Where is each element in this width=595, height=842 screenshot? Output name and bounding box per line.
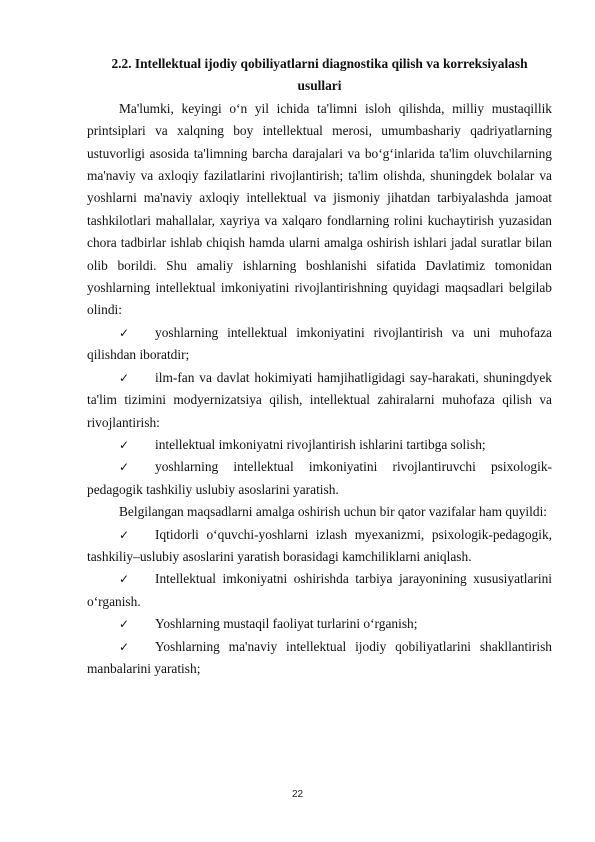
check-mark-icon: ✓ <box>119 370 130 385</box>
check-mark-icon: ✓ <box>119 572 130 587</box>
check-mark-icon: ✓ <box>119 617 130 632</box>
section-heading-line1: 2.2. Intellektual ijodiy qobiliyatlarni diagnostika qilish va korreksiyalash <box>111 56 528 71</box>
list-item-text: Yoshlarning mustaqil faoliyat turlarini o‘rganish; <box>155 616 418 632</box>
list-item-text: ilm-fan va davlat hokimiyati hamjihatligidagi say-harakati, shuningdyek ta'lim tizimini modyernizatsiya qilish, intellektual zahiralarni muhofaza qilish va rivojlantirish: <box>87 369 552 430</box>
list-item <box>87 456 552 501</box>
check-mark-icon: ✓ <box>119 437 130 452</box>
list-item <box>87 613 552 635</box>
document-page <box>87 48 552 680</box>
list-item <box>87 636 552 681</box>
list-item-text: yoshlarning intellektual imkoniyatini rivojlantiruvchi psixologik-pedagogik tashkiliy uslubiy asoslarini yaratish. <box>87 459 552 497</box>
intro-paragraph: Ma'lumki, keyingi o‘n yil ichida ta'limni isloh qilishda, milliy mustaqillik printsiplari va xalqning boy intellektual merosi, umumbashariy qadriyatlarning ustuvorligi asosida ta'limning barcha darajalari va bo‘g‘inlarida ta'lim oluvchilarning ma'naviy va axloqiy fazilatlarini rivojlantirish; ta'lim olishda, shuningdek bolalar va yoshlarni ma'naviy axloqiy intellektual va jismoniy jihatdan tarbiyalashda jamoat tashkilotlari mahallalar, xayriya va xalqaro fondlarning rolini kuchaytirish yuzasidan chora tadbirlar ishlab chiqish hamda ularni amalga oshirish ishlari jadal suratlar bilan olib borildi. Shu amaliy ishlarning boshlanishi sifatida Davlatimiz tomonidan yoshlarning intellektual imkoniyatini rivojlantirishning quyidagi maqsadlari belgilab olindi: <box>87 100 552 318</box>
list-item <box>87 367 552 434</box>
section-heading-line2: usullari <box>297 78 342 94</box>
list-item-text: yoshlarning intellektual imkoniyatini rivojlantirish va uni muhofaza qilishdan iboratdir; <box>87 324 552 363</box>
list-item <box>87 434 552 456</box>
list-item-text: intellektual imkoniyatni rivojlantirish ishlarini tartibga solish; <box>155 436 486 452</box>
tasks-list <box>87 524 552 681</box>
tasks-intro-paragraph: Belgilangan maqsadlarni amalga oshirish uchun bir qator vazifalar ham quyildi: <box>119 504 548 520</box>
section-heading <box>87 53 552 98</box>
goals-list <box>87 322 552 501</box>
list-item-text: Iqtidorli o‘quvchi-yoshlarni izlash myexanizmi, psixologik-pedagogik, tashkiliy–uslubiy asoslarini yaratish borasidagi kamchiliklarni aniqlash. <box>87 526 552 564</box>
list-item <box>87 568 552 613</box>
check-mark-icon: ✓ <box>119 460 130 475</box>
list-item <box>87 322 552 367</box>
page-number: 22 <box>291 789 304 800</box>
list-item-text: Yoshlarning ma'naviy intellektual ijodiy qobiliyatlarini shakllantirish manbalarini yaratish; <box>87 638 552 676</box>
check-mark-icon: ✓ <box>119 325 130 340</box>
list-item-text: Intellektual imkoniyatni oshirishda tarbiya jarayonining xususiyatlarini o‘rganish. <box>87 571 552 609</box>
check-mark-icon: ✓ <box>119 527 130 542</box>
check-mark-icon: ✓ <box>119 639 130 654</box>
list-item <box>87 524 552 569</box>
